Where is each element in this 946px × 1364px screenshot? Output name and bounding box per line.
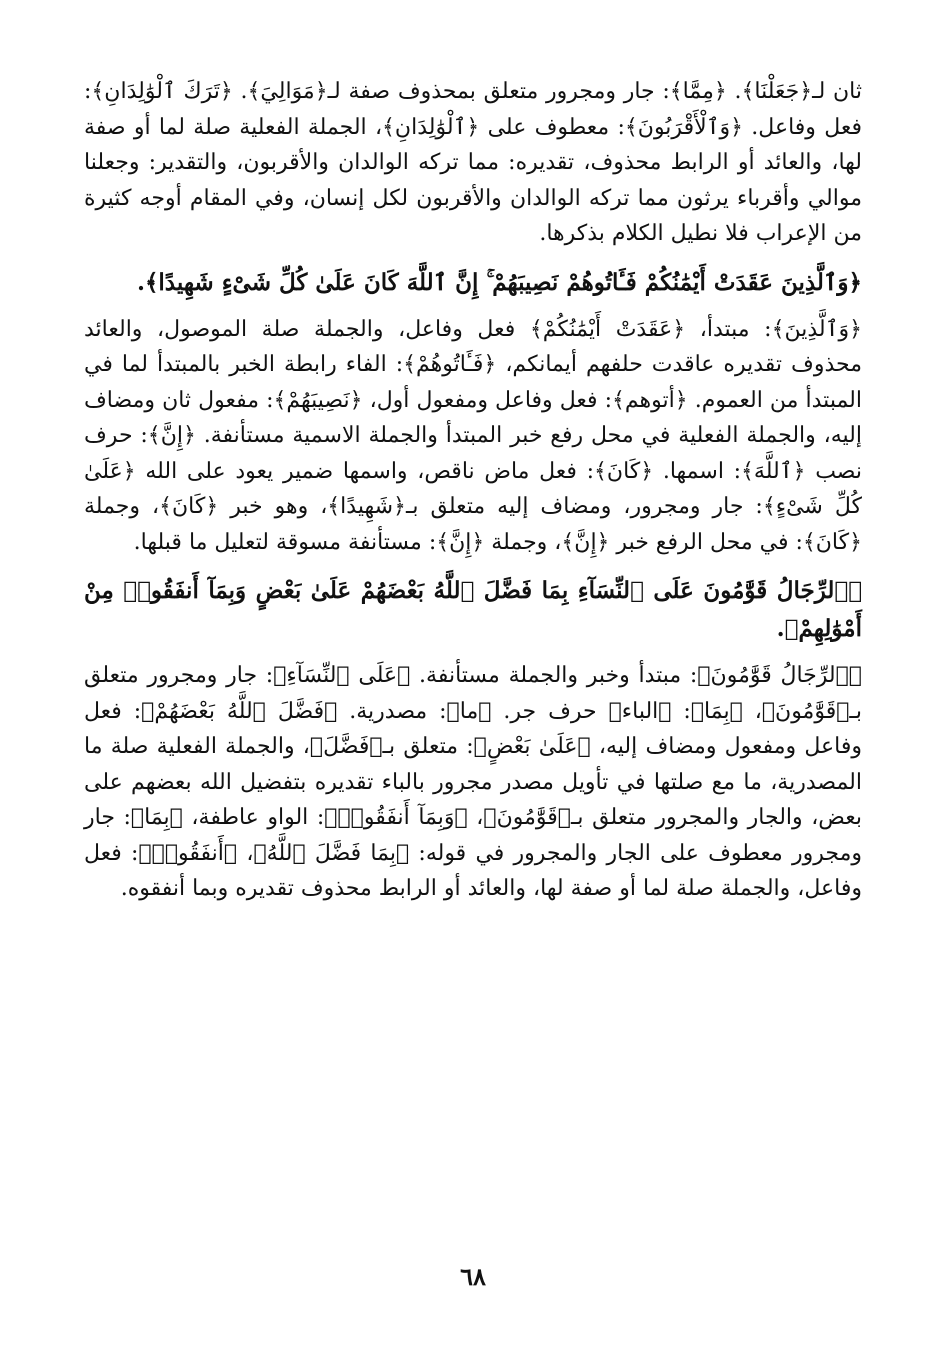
- paragraph-1: ثان لـ﴿جَعَلْنَا﴾. ﴿مِمَّا﴾: جار ومجرور متعلق بمحذوف صفة لـ﴿مَوَالِيَ﴾. ﴿تَرَكَ ٱلْوَٰلِدَانِ﴾: فعل وفاعل. ﴿وَٱلْأَقْرَبُونَ﴾: معطوف على ﴿ٱلْوَٰلِدَانِ﴾، الجملة الفعلية صلة لما أو صفة لها، والعائد أو الرابط محذوف، تقديره: مما تركه الوالدان والأقربون، والتقدير: وجعلنا موالي وأقرباء يرثون مما تركه الوالدان والأقربون لكل إنسان، وفي المقام أوجه كثيرة من الإعراب فلا نطيل الكلام بذكرها.: [84, 79, 862, 246]
- page-number: ٦٨: [460, 1262, 486, 1291]
- page-body: [84, 74, 862, 1364]
- quran-verse-1: ﴿وَٱلَّذِينَ عَقَدَتْ أَيْمَٰنُكُمْ فَـَٔاتُوهُمْ نَصِيبَهُمْ ۚ إِنَّ ٱللَّهَ كَانَ عَلَىٰ كُلِّ شَىْءٍ شَهِيدًا﴾.: [136, 268, 862, 296]
- paragraph-2: ﴿وَٱلَّذِينَ﴾: مبتدأ، ﴿عَقَدَتْ أَيْمَٰنُكُمْ﴾ فعل وفاعل، والجملة صلة الموصول، والعائد محذوف تقديره عاقدت حلفهم أيمانكم، ﴿فَـَٔاتُوهُمْ﴾: الفاء رابطة الخبر بالمبتدأ لما في المبتدأ من العموم. ﴿أتوهم﴾: فعل وفاعل ومفعول أول، ﴿نَصِيبَهُمْ﴾: مفعول ثان ومضاف إليه، والجملة الفعلية في محل رفع خبر المبتدأ والجملة الاسمية مستأنفة. ﴿إِنَّ﴾: حرف نصب ﴿ٱللَّهَ﴾: اسمها. ﴿كَانَ﴾: فعل ماض ناقص، واسمها ضمير يعود على الله ﴿عَلَىٰ كُلِّ شَىْءٍ﴾: جار ومجرور، ومضاف إليه متعلق بـ﴿شَهِيدًا﴾، وهو خبر ﴿كَانَ﴾، وجملة ﴿كَانَ﴾: في محل الرفع خبر ﴿إِنَّ﴾، وجملة ﴿إِنَّ﴾: مستأنفة مسوقة لتعليل ما قبلها.: [84, 316, 862, 555]
- paragraph-3: ﴿ٱلرِّجَالُ قَوَّٰمُونَ﴾: مبتدأ وخبر والجملة مستأنفة. ﴿عَلَى ٱلنِّسَآءِ﴾: جار ومجرور متعلق بـ﴿قَوَّٰمُونَ﴾، ﴿بِمَا﴾: ﴿الباء﴾ حرف جر. ﴿ما﴾: مصدرية. ﴿فَضَّلَ ٱللَّهُ بَعْضَهُمْ﴾: فعل وفاعل ومفعول ومضاف إليه، ﴿عَلَىٰ بَعْضٍ﴾: متعلق بـ﴿فَضَّلَ﴾، والجملة الفعلية صلة ما المصدرية، ما مع صلتها في تأويل مصدر مجرور بالباء تقديره بتفضيل الله بعضهم على بعض، والجار والمجرور متعلق بـ﴿قَوَّٰمُونَ﴾، ﴿وَبِمَآ أَنفَقُوا۟﴾: الواو عاطفة، ﴿بِمَا﴾: جار ومجرور معطوف على الجار والمجرور في قوله: ﴿بِمَا فَضَّلَ ٱللَّهُ﴾، ﴿أَنفَقُوا۟﴾: فعل وفاعل، والجملة صلة لما أو صفة لها، والعائد أو الرابط محذوف تقديره وبما أنفقوه.: [84, 663, 862, 901]
- quran-verse-2: ﴿ٱلرِّجَالُ قَوَّٰمُونَ عَلَى ٱلنِّسَآءِ بِمَا فَضَّلَ ٱللَّهُ بَعْضَهُمْ عَلَىٰ بَعْضٍ وَبِمَآ أَنفَقُوا۟ مِنْ أَمْوَٰلِهِمْ﴾.: [84, 577, 862, 642]
